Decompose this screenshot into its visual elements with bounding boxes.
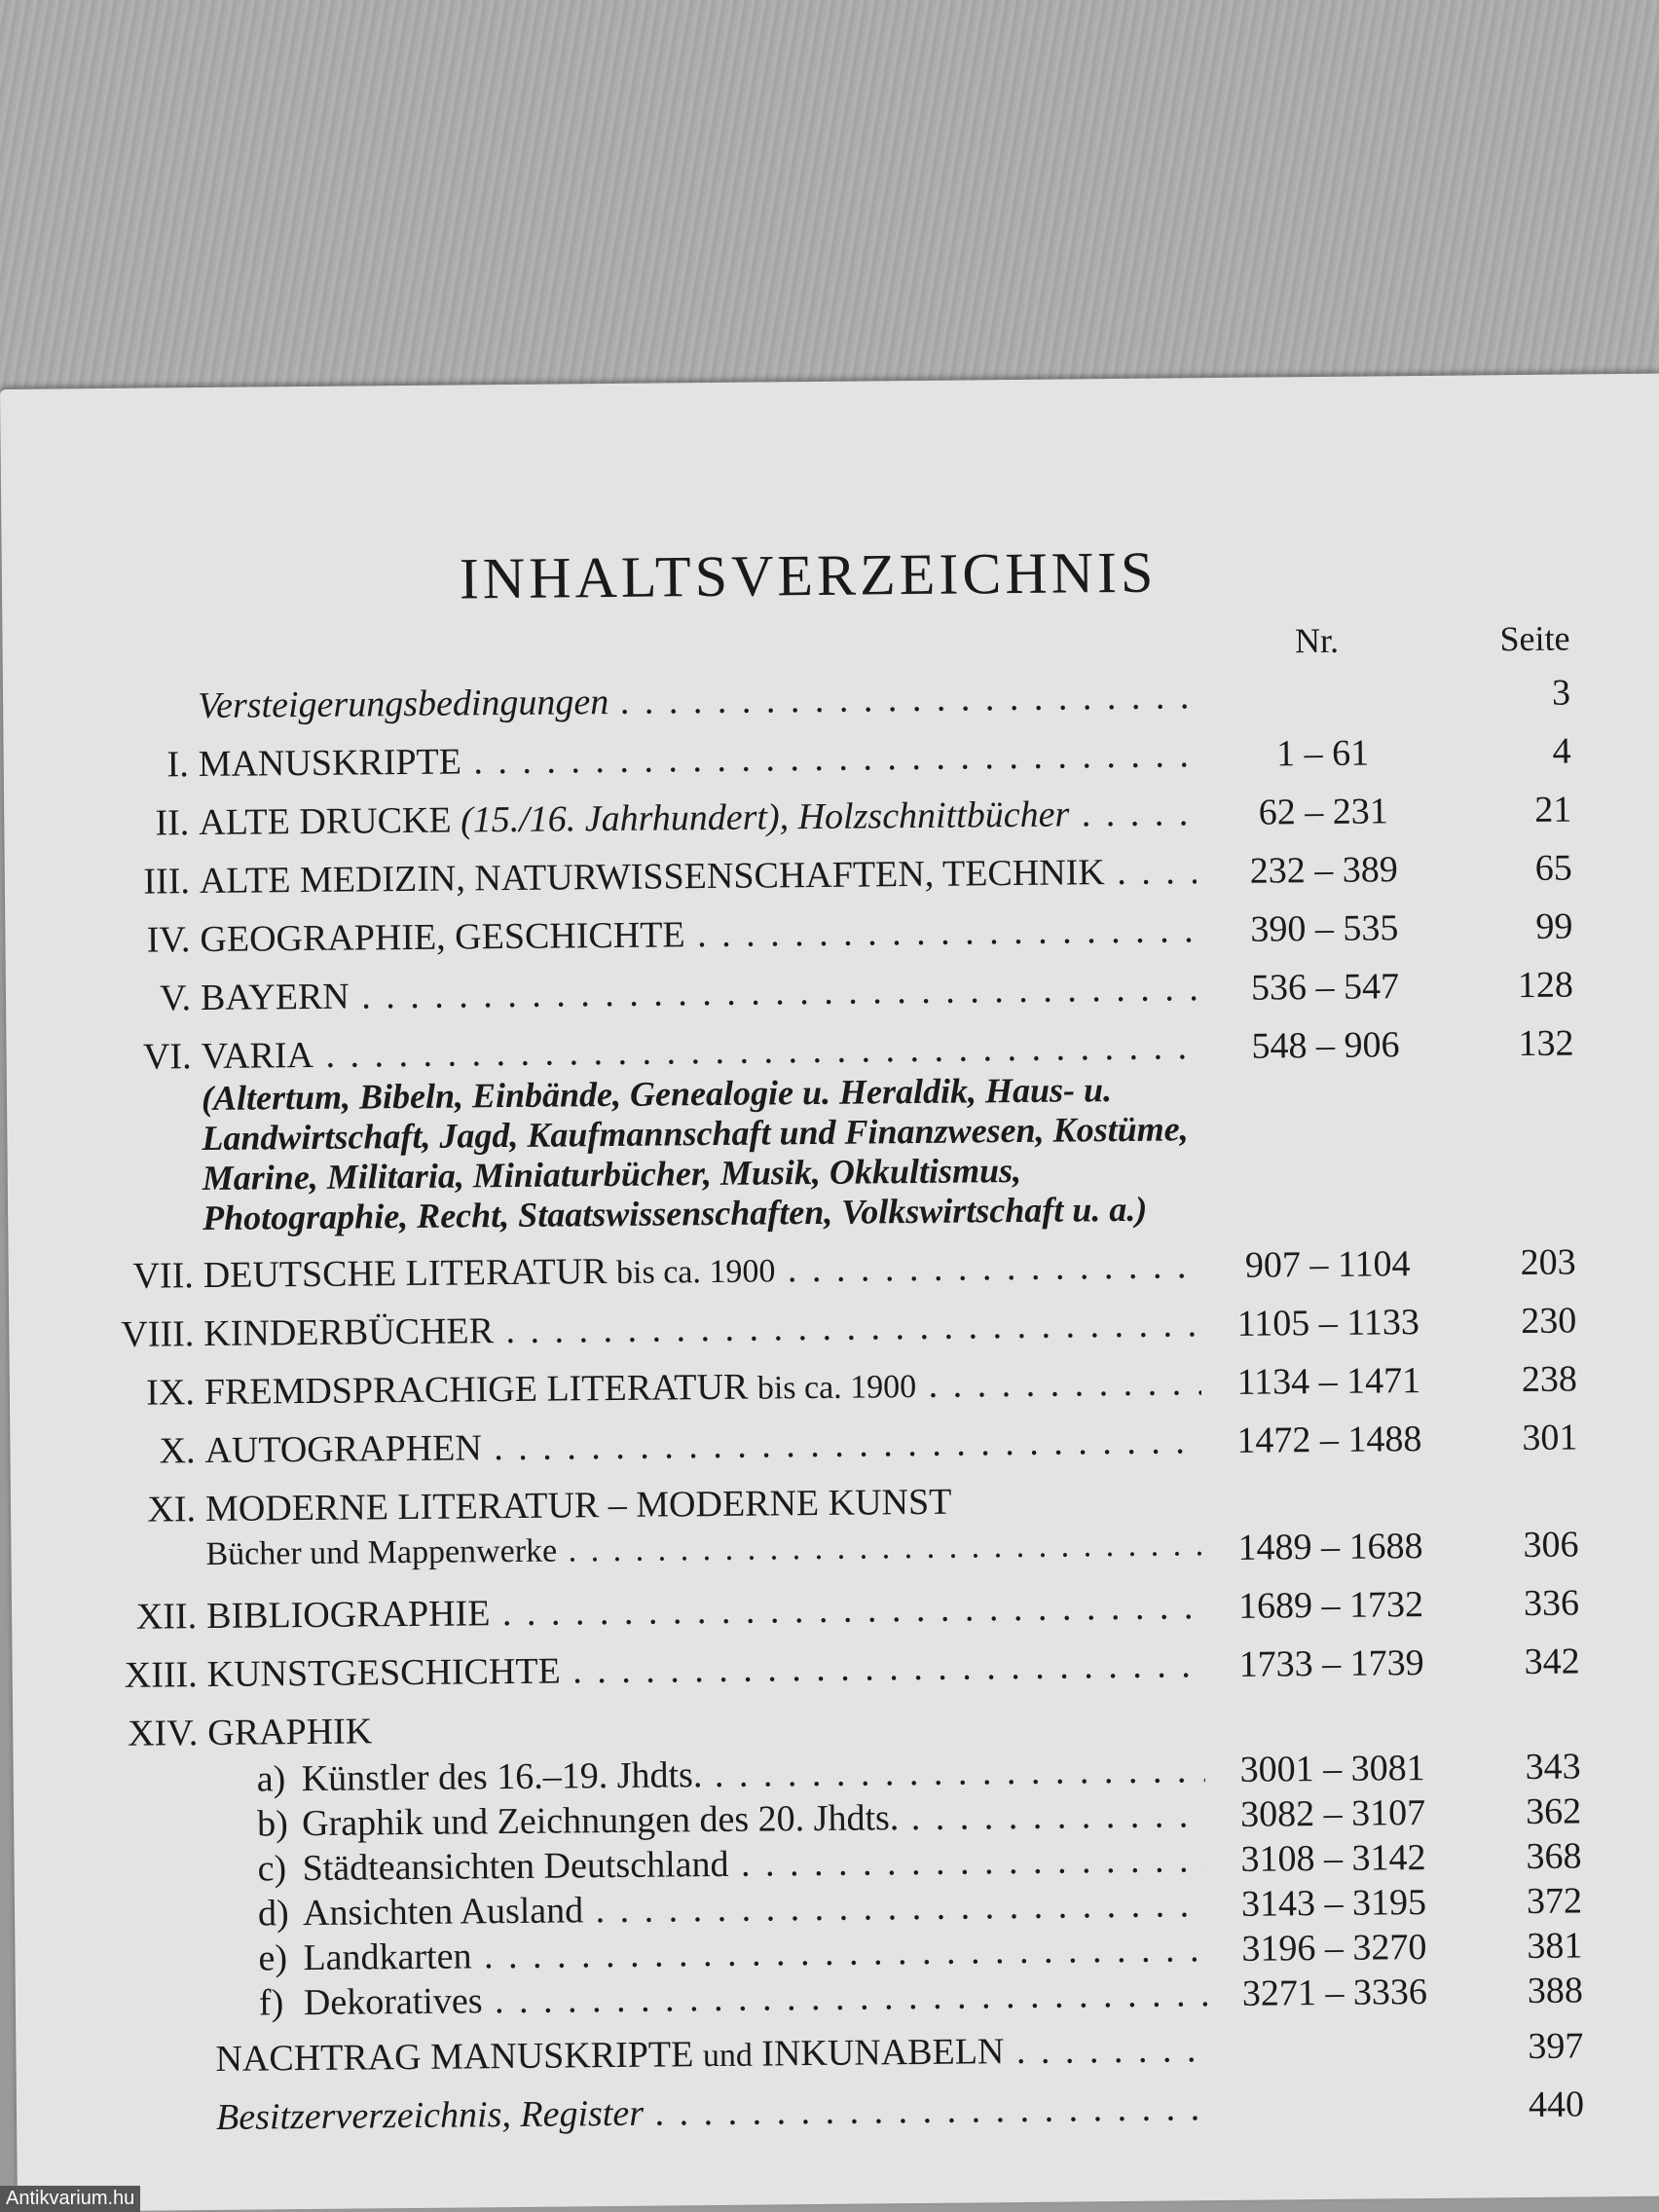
number-range: 3143 – 3195: [1240, 1882, 1427, 1925]
section-number: XIII.: [124, 1654, 198, 1696]
number-range: 3108 – 3142: [1240, 1837, 1426, 1880]
toc-row-2: [4, 788, 1659, 850]
varia-line: Photographie, Recht, Staatswissenschaften, Volkswirtschaft u. a.): [202, 1189, 1148, 1238]
toc-row-5: [6, 963, 1659, 1025]
section-number: IX.: [146, 1372, 196, 1414]
graphik-label: d): [257, 1893, 289, 1935]
page-number: 65: [1534, 847, 1572, 889]
section-title: BAYERN . . .: [201, 967, 1198, 1019]
graphik-text: Städteansichten Deutschland: [302, 1843, 729, 1890]
number-range: 232 – 389: [1249, 849, 1399, 892]
section-number: XII.: [135, 1596, 198, 1638]
section-title: MANUSKRIPTE . . .: [198, 733, 1195, 786]
column-header-nr: Nr.: [1294, 620, 1340, 661]
page-number: 343: [1525, 1746, 1581, 1788]
background-surface: [0, 0, 1659, 419]
section-number: I.: [166, 744, 189, 786]
section-number: II.: [155, 802, 190, 844]
graphik-text: Dekoratives: [303, 1980, 483, 2024]
page-number: 301: [1522, 1417, 1578, 1459]
section-title: [204, 1361, 1201, 1414]
graphik-text: Ansichten Ausland: [302, 1890, 584, 1935]
graphik-entry: [259, 1972, 1207, 2024]
toc-row-3: [5, 846, 1659, 908]
toc-row-front: [3, 671, 1659, 733]
page-number: 388: [1527, 1970, 1584, 2012]
section-subtitle: (15./16. Jahrhundert), Holzschnittbücher: [460, 793, 1070, 841]
register-text: Besitzerverzeichnis, Register . . .: [216, 2086, 1208, 2139]
graphik-text: Graphik und Zeichnungen des 20. Jhdts.: [301, 1797, 900, 1845]
number-range: 1689 – 1732: [1237, 1584, 1424, 1627]
page-number: 230: [1521, 1300, 1577, 1343]
page-number: 440: [1528, 2083, 1585, 2126]
graphik-label: f): [258, 1982, 284, 2024]
toc-row-7: [9, 1240, 1659, 1303]
section-title-main: DEUTSCHE LITERATUR: [203, 1251, 608, 1297]
page-number: 238: [1521, 1358, 1578, 1401]
varia-line: Marine, Militaria, Miniaturbücher, Musik, Okkultismus,: [202, 1150, 1022, 1198]
page-number: 306: [1523, 1524, 1579, 1567]
varia-line: Landwirtschaft, Jagd, Kaufmannschaft und Finanzwesen, Kostüme,: [202, 1109, 1189, 1159]
number-range: 536 – 547: [1250, 966, 1400, 1009]
column-header-seite: Seite: [1499, 618, 1570, 659]
section-title: KUNSTGESCHICHTE . . .: [206, 1643, 1203, 1696]
nachtrag-title-part2: INKUNABELN: [761, 2031, 1005, 2075]
graphik-entry: [258, 1883, 1206, 1935]
number-range: 1 – 61: [1275, 732, 1370, 775]
graphik-label: b): [256, 1803, 289, 1845]
graphik-text: Künstler des 16.–19. Jhdts.: [301, 1754, 703, 1800]
section-number: VII.: [132, 1255, 194, 1297]
toc-row-register: [17, 2083, 1659, 2145]
section-title: VARIA . . .: [201, 1025, 1198, 1078]
page-number: 132: [1518, 1022, 1574, 1065]
nachtrag-title-part1: NACHTRAG MANUSKRIPTE: [215, 2034, 694, 2080]
toc-row-9: [10, 1357, 1659, 1419]
number-range: 3271 – 3336: [1241, 1972, 1428, 2014]
graphik-label: c): [257, 1848, 287, 1890]
number-range: 1134 – 1471: [1236, 1360, 1421, 1403]
number-range: 3082 – 3107: [1239, 1792, 1426, 1835]
varia-description: [202, 1068, 1274, 1238]
page-number: 342: [1524, 1641, 1580, 1683]
toc-row-10: [10, 1416, 1659, 1478]
page-number: 362: [1525, 1790, 1582, 1833]
section-title: [199, 792, 1196, 844]
nachtrag-mid: und: [702, 2037, 754, 2075]
section-title: BIBLIOGRAPHIE . . .: [206, 1585, 1203, 1638]
toc-row-12: [12, 1581, 1659, 1643]
section-number: X.: [159, 1430, 196, 1472]
graphik-entry: [257, 1793, 1205, 1845]
toc-row-1: [4, 729, 1659, 792]
section-title: [203, 1244, 1200, 1297]
toc-entry-page: 3: [1551, 672, 1571, 714]
toc-row-13: [12, 1640, 1659, 1702]
number-range: 1105 – 1133: [1236, 1302, 1420, 1345]
number-range: 390 – 535: [1250, 907, 1399, 950]
toc-row-8: [9, 1299, 1659, 1361]
page-number: 21: [1534, 789, 1572, 830]
graphik-text: Landkarten: [303, 1936, 472, 1979]
page-number: 99: [1535, 905, 1573, 947]
graphik-label: e): [258, 1937, 288, 1979]
section-number: VIII.: [121, 1313, 195, 1355]
number-range: 1733 – 1739: [1238, 1642, 1424, 1685]
page-number: 381: [1527, 1925, 1583, 1968]
page-number: 397: [1528, 2025, 1584, 2068]
page-number: 4: [1552, 730, 1571, 772]
graphik-entry: [257, 1838, 1205, 1890]
graphik-label: a): [256, 1758, 286, 1800]
section-suffix: bis ca. 1900: [615, 1253, 776, 1291]
number-range: 1472 – 1488: [1236, 1419, 1422, 1461]
section-suffix: bis ca. 1900: [756, 1369, 917, 1407]
page-title: INHALTSVERZEICHNIS: [459, 539, 1158, 611]
section-title: GRAPHIK: [207, 1711, 373, 1754]
page-number: 128: [1517, 964, 1574, 1007]
page-number: 368: [1526, 1835, 1582, 1878]
watermark: Antikvarium.hu: [0, 2186, 140, 2212]
section-title: AUTOGRAPHEN . . .: [204, 1419, 1201, 1472]
toc-entry-text: Versteigerungsbedingungen . . .: [198, 675, 1195, 727]
section-subline: Bücher und Mappenwerke . . .: [205, 1527, 1202, 1573]
section-title-main: FREMDSPRACHIGE LITERATUR: [203, 1366, 749, 1414]
toc-row-4: [5, 904, 1659, 967]
number-range: 62 – 231: [1258, 791, 1388, 833]
section-title: GEOGRAPHIE, GESCHICHTE . . .: [200, 908, 1197, 961]
section-title: ALTE MEDIZIN, NATURWISSENSCHAFTEN, TECHNIK . . .: [200, 850, 1197, 903]
section-title-main: ALTE DRUCKE: [199, 799, 452, 844]
section-number: III.: [143, 861, 191, 903]
section-number: VI.: [142, 1036, 192, 1078]
number-range: 3001 – 3081: [1239, 1748, 1425, 1790]
section-number: XIV.: [127, 1713, 199, 1754]
page-number: 203: [1520, 1241, 1576, 1284]
section-title: MODERNE LITERATUR – MODERNE KUNST: [204, 1481, 952, 1530]
toc-page: [0, 374, 1659, 2212]
number-range: 907 – 1104: [1244, 1243, 1411, 1286]
number-range: 3196 – 3270: [1241, 1927, 1427, 1970]
page-number: 372: [1526, 1880, 1583, 1923]
section-number: IV.: [146, 919, 191, 961]
number-range: 1489 – 1688: [1237, 1526, 1423, 1568]
section-title: KINDERBÜCHER . . .: [203, 1303, 1200, 1355]
toc-row-nachtrag: [16, 2024, 1659, 2086]
varia-line: (Altertum, Bibeln, Einbände, Genealogie u. Heraldik, Haus- u.: [201, 1070, 1113, 1119]
graphik-entry: [258, 1928, 1206, 1979]
section-number: V.: [159, 977, 192, 1019]
number-range: 548 – 906: [1251, 1024, 1400, 1067]
graphik-entry: [257, 1749, 1205, 1800]
page-number: 336: [1523, 1582, 1580, 1625]
section-number: XI.: [147, 1489, 197, 1530]
nachtrag-title: [215, 2028, 1207, 2081]
